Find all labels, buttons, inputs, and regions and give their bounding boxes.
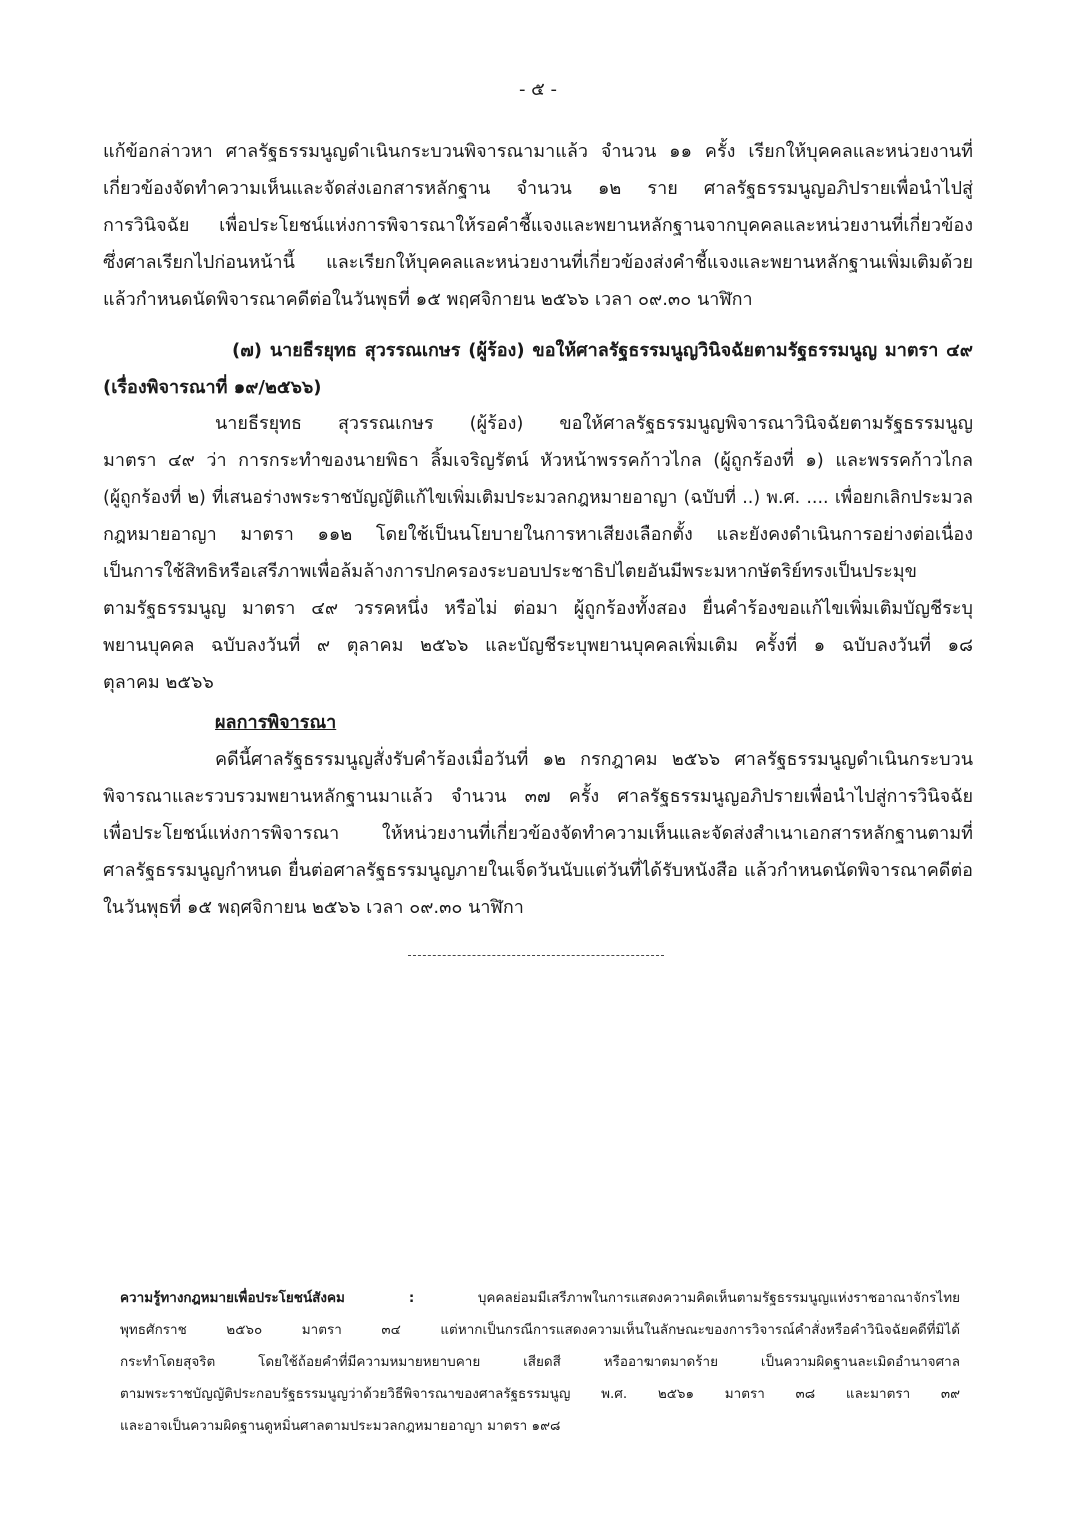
text-line: คดีนี้ศาลรัฐธรรมนูญสั่งรับคำร้องเมื่อวันที่ ๑๒ กรกฎาคม ๒๕๖๖ ศาลรัฐธรรมนูญดำเนินกระบวน — [215, 749, 973, 770]
footnote-label: ความรู้ทางกฎหมายเพื่อประโยชน์สังคม : — [120, 1290, 415, 1306]
text-line: ศาลรัฐธรรมนูญกำหนด ยื่นต่อศาลรัฐธรรมนูญภายในเจ็ดวันนับแต่วันที่ได้รับหนังสือ แล้วกำหนดนัดพิจารณาคดีต่อ — [103, 860, 973, 881]
footnote-line: กระทำโดยสุจริต โดยใช้ถ้อยคำที่มีความหมายหยาบคาย เสียดสี หรืออาฆาตมาดร้าย เป็นความผิดฐานละเมิดอำนาจศาล — [120, 1354, 960, 1370]
text-line: มาตรา ๔๙ ว่า การกระทำของนายพิธา ลิ้มเจริญรัตน์ หัวหน้าพรรคก้าวไกล (ผู้ถูกร้องที่ ๑) และพรรคก้าวไกล — [103, 450, 973, 471]
text-line: (ผู้ถูกร้องที่ ๒) ที่เสนอร่างพระราชบัญญัติแก้ไขเพิ่มเติมประมวลกฎหมายอาญา (ฉบับที่ ..) พ.ศ. .... เพื่อยกเลิกประมวล — [103, 488, 973, 508]
text-line: การวินิจฉัย เพื่อประโยชน์แห่งการพิจารณาให้รอคำชี้แจงและพยานหลักฐานจากบุคคลและหน่วยงานที่เกี่ยวข้อง — [103, 215, 973, 236]
text-line: กฎหมายอาญา มาตรา ๑๑๒ โดยใช้เป็นนโยบายในการหาเสียงเลือกตั้ง และยังคงดำเนินการอย่างต่อเนื่อง — [103, 524, 973, 545]
text-line: ตามรัฐธรรมนูญ มาตรา ๔๙ วรรคหนึ่ง หรือไม่ ต่อมา ผู้ถูกร้องทั้งสอง ยื่นคำร้องขอแก้ไขเพิ่มเติมบัญชีระบุ — [103, 598, 973, 619]
text-line: เพื่อประโยชน์แห่งการพิจารณา ให้หน่วยงานที่เกี่ยวข้องจัดทำความเห็นและจัดส่งสำเนาเอกสารหลักฐานตามที่ — [103, 823, 973, 844]
text-line: นายธีรยุทธ สุวรรณเกษร (ผู้ร้อง) ขอให้ศาลรัฐธรรมนูญพิจารณาวินิจฉัยตามรัฐธรรมนูญ — [215, 413, 973, 434]
case-heading-line: (๗) นายธีรยุทธ สุวรรณเกษร (ผู้ร้อง) ขอให้ศาลรัฐธรรมนูญวินิจฉัยตามรัฐธรรมนูญ มาตรา ๔๙ — [232, 340, 973, 361]
text-line: แก้ข้อกล่าวหา ศาลรัฐธรรมนูญดำเนินกระบวนพิจารณามาแล้ว จำนวน ๑๑ ครั้ง เรียกให้บุคคลและหน่วยงานที่ — [103, 141, 973, 162]
case-number: (เรื่องพิจารณาที่ ๑๙/๒๕๖๖) — [103, 377, 322, 398]
text-line: เป็นการใช้สิทธิหรือเสรีภาพเพื่อล้มล้างการปกครองระบอบประชาธิปไตยอันมีพระมหากษัตริย์ทรงเป็นประมุข — [103, 561, 917, 582]
footnote-line: ตามพระราชบัญญัติประกอบรัฐธรรมนูญว่าด้วยวิธีพิจารณาของศาลรัฐธรรมนูญ พ.ศ. ๒๕๖๑ มาตรา ๓๘ และมาตรา ๓๙ — [120, 1386, 960, 1402]
text-line: แล้วกำหนดนัดพิจารณาคดีต่อในวันพุธที่ ๑๕ พฤศจิกายน ๒๕๖๖ เวลา ๐๙.๓๐ นาฬิกา — [103, 289, 753, 310]
page-number: - ๕ - — [518, 79, 558, 100]
separator-line — [408, 955, 664, 956]
text-line: พิจารณาและรวบรวมพยานหลักฐานมาแล้ว จำนวน ๓๗ ครั้ง ศาลรัฐธรรมนูญอภิปรายเพื่อนำไปสู่การวินิจฉัย — [103, 786, 973, 807]
text-line: ในวันพุธที่ ๑๕ พฤศจิกายน ๒๕๖๖ เวลา ๐๙.๓๐ นาฬิกา — [103, 897, 524, 918]
footnote-line — [120, 1284, 960, 1312]
text-line: ตุลาคม ๒๕๖๖ — [103, 672, 214, 693]
text-line: พยานบุคคล ฉบับลงวันที่ ๙ ตุลาคม ๒๕๖๖ และบัญชีระบุพยานบุคคลเพิ่มเติม ครั้งที่ ๑ ฉบับลงวันที่ ๑๘ — [103, 635, 973, 656]
text-line: เกี่ยวข้องจัดทำความเห็นและจัดส่งเอกสารหลักฐาน จำนวน ๑๒ ราย ศาลรัฐธรรมนูญอภิปรายเพื่อนำไปสู่ — [103, 178, 973, 199]
footnote-text: บุคคลย่อมมีเสรีภาพในการแสดงความคิดเห็นตามรัฐธรรมนูญแห่งราชอาณาจักรไทย — [477, 1290, 961, 1306]
text-line: ซึ่งศาลเรียกไปก่อนหน้านี้ และเรียกให้บุคคลและหน่วยงานที่เกี่ยวข้องส่งคำชี้แจงและพยานหลักฐานเพิ่มเติมด้วย — [103, 252, 973, 273]
footnote-line: และอาจเป็นความผิดฐานดูหมิ่นศาลตามประมวลกฎหมายอาญา มาตรา ๑๙๘ — [120, 1418, 561, 1434]
result-heading: ผลการพิจารณา — [215, 712, 337, 733]
footnote-line: พุทธศักราช ๒๕๖๐ มาตรา ๓๔ แต่หากเป็นกรณีการแสดงความเห็นในลักษณะของการวิจารณ์คำสั่งหรือคำวินิจฉัยคดีที่มิได้ — [120, 1322, 960, 1338]
